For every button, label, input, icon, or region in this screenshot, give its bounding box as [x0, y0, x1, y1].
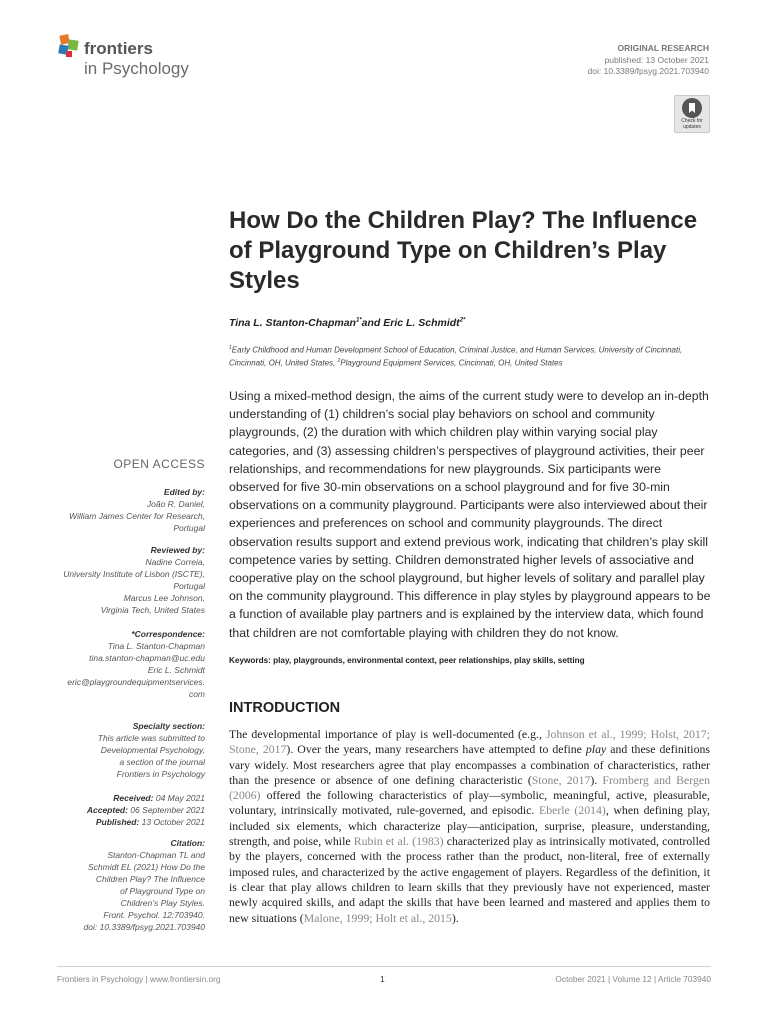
- reviewer-line: Nadine Correia,: [145, 557, 205, 567]
- edited-by-section: [35, 486, 205, 534]
- citation-section: [35, 837, 205, 933]
- citation-heading: Citation:: [170, 838, 205, 848]
- keywords: Keywords: play, playgrounds, environmental context, peer relationships, play skills, setting: [229, 656, 585, 665]
- specialty-section: [35, 720, 205, 780]
- check-updates-label: Check for updates: [681, 118, 703, 130]
- specialty-line: This article was submitted to: [97, 733, 205, 743]
- email-link[interactable]: com: [188, 689, 205, 699]
- journal-name: in Psychology: [84, 59, 189, 78]
- affiliation-1: Early Childhood and Human Development School of Education, Criminal Justice, and Human Services, University of Cincinnati, Cincinnati, OH, United States,: [229, 345, 683, 368]
- bookmark-icon: [682, 98, 702, 118]
- dates-section: [35, 792, 205, 828]
- received-date: Received: 04 May 2021: [113, 793, 205, 803]
- author-name[interactable]: Eric L. Schmidt: [383, 317, 460, 329]
- article-meta-header: [588, 43, 709, 78]
- correspondence-section: [35, 628, 205, 700]
- citation-link[interactable]: Fromberg and Bergen (2006): [229, 772, 710, 803]
- citation-line: Children Play? The Influence: [95, 874, 205, 884]
- published-date-side: Published: 13 October 2021: [95, 817, 205, 827]
- citation-line: Children’s Play Styles.: [120, 898, 205, 908]
- citation-line: Schmidt EL (2021) How Do the: [87, 862, 205, 872]
- specialty-line: Frontiers in Psychology: [116, 769, 205, 779]
- affil-mark: 2: [337, 357, 341, 364]
- footer-journal-link[interactable]: Frontiers in Psychology | www.frontiersin.org: [57, 974, 221, 984]
- journal-brand: frontiers: [84, 39, 153, 58]
- specialty-line: Developmental Psychology,: [100, 745, 205, 755]
- reviewer-line: Marcus Lee Johnson,: [123, 593, 205, 603]
- frontiers-logo-icon: [57, 33, 81, 61]
- article-type: ORIGINAL RESEARCH: [617, 43, 709, 53]
- author-list: [229, 317, 465, 329]
- affiliations: [229, 343, 709, 368]
- article-title: How Do the Children Play? The Influence of Playground Type on Children’s Play Styles: [229, 207, 698, 294]
- footer-issue-info: October 2021 | Volume 12 | Article 703940: [555, 974, 711, 984]
- editor-line: William James Center for Research,: [69, 511, 205, 521]
- citation-link[interactable]: Rubin et al. (1983): [353, 834, 444, 849]
- citation-link[interactable]: Eberle (2014): [538, 803, 606, 818]
- editor-line: João R. Daniel,: [146, 499, 205, 509]
- reviewer-line: Virginia Tech, United States: [100, 605, 205, 615]
- accepted-date: Accepted: 06 September 2021: [86, 805, 205, 815]
- affil-mark: 1: [229, 345, 232, 351]
- check-for-updates-button[interactable]: [674, 95, 710, 133]
- abstract: Using a mixed-method design, the aims of the current study were to develop an in-depth understanding of (1) children’s social play behaviors on school and community playgrounds, (2) the duration with which children play within varying social play categories, and (3) assessing children’s perspectives of playground activities, their peer relationships, and recommendations for new playgrounds. Six participants were observed for five 30-min observations on a school playground and for five 30-min observations on a community playground. Participants were also interviewed about their experiences and preferences on school and community playgrounds. The direct observation results support and extend previous work, indicating that children’s play skill competence varies by setting. Children demonstrated higher levels of associative and cooperative play on the school playground, but higher levels of solitary and parallel play on the community playground. This difference in play styles by playground appears to be a function of available play partners and is explained by the interview data, which found that children are not comfortable playing with children they do not know.: [229, 389, 711, 640]
- email-link[interactable]: tina.stanton-chapman@uc.edu: [89, 653, 205, 663]
- editor-line: Portugal: [173, 523, 205, 533]
- page-number: 1: [380, 974, 385, 984]
- affiliation-2: Playground Equipment Services, Cincinnati, OH, United States: [340, 358, 563, 368]
- citation-link[interactable]: Johnson et al., 1999; Holst, 2017; Stone, 2017: [229, 727, 710, 757]
- footer-divider: [57, 966, 711, 967]
- citation-line: Front. Psychol. 12:703940.: [103, 910, 205, 920]
- published-date: published: 13 October 2021: [604, 54, 709, 65]
- reviewed-by-section: [35, 544, 205, 616]
- citation-link[interactable]: Stone, 2017: [531, 772, 591, 787]
- citation-link[interactable]: Malone, 1999; Holt et al., 2015: [303, 910, 452, 925]
- open-access-label: OPEN ACCESS: [113, 457, 205, 471]
- corr-line: Tina L. Stanton-Chapman: [107, 641, 205, 651]
- specialty-line: a section of the journal: [119, 757, 205, 767]
- author-and: and: [361, 317, 381, 329]
- author-marks: 1*: [355, 317, 362, 324]
- citation-line: Stanton-Chapman TL and: [107, 850, 205, 860]
- reviewed-by-heading: Reviewed by:: [150, 545, 205, 555]
- reviewer-line: University Institute of Lisbon (ISCTE),: [63, 569, 205, 579]
- citation-line: of Playground Type on: [120, 886, 205, 896]
- specialty-heading: Specialty section:: [132, 721, 205, 731]
- email-link[interactable]: eric@playgroundequipmentservices.: [67, 677, 205, 687]
- introduction-body: The developmental importance of play is well-documented (e.g., Johnson et al., 1999; Holst, 2017; Stone, 2017). Over the years, many researchers have attempted to define play and these definitions vary widely. Most researchers agree that play encompasses a combination of characteristics, rather than the presence or absence of one defining characteristic (Stone, 2017). Fromberg and Bergen (2006) offered the following characteristics of play—symbolic, meaningful, active, pleasurable, voluntary, intrinsically motivated, rule-governed, and episodic. Eberle (2014), when defining play, included six elements, which characterize play—anticipation, surprise, pleasure, understanding, strength, and poise, while Rubin et al. (1983) characterized play as intrinsically motivated, controlled by the players, concerned with the process rather than the product, non-literal, free of externally imposed rules, and characterized by the active engagement of players. Regardless of the definition, it is clear that play allows children to learn skills that they previously have not experienced, master newly acquired skills, and adapt the skills that have been learned and mastered and applies them to new situations (Malone, 1999; Holt et al., 2015).: [229, 727, 711, 925]
- author-name[interactable]: Tina L. Stanton-Chapman: [229, 317, 356, 329]
- section-heading-introduction: INTRODUCTION: [229, 700, 341, 716]
- journal-logo[interactable]: [57, 33, 257, 83]
- citation-doi[interactable]: doi: 10.3389/fpsyg.2021.703940: [83, 922, 205, 932]
- correspondence-heading: *Correspondence:: [131, 629, 205, 639]
- author-marks: 2*: [459, 317, 466, 324]
- article-doi[interactable]: doi: 10.3389/fpsyg.2021.703940: [587, 66, 709, 76]
- edited-by-heading: Edited by:: [163, 487, 205, 497]
- corr-line: Eric L. Schmidt: [147, 665, 205, 675]
- reviewer-line: Portugal: [173, 581, 205, 591]
